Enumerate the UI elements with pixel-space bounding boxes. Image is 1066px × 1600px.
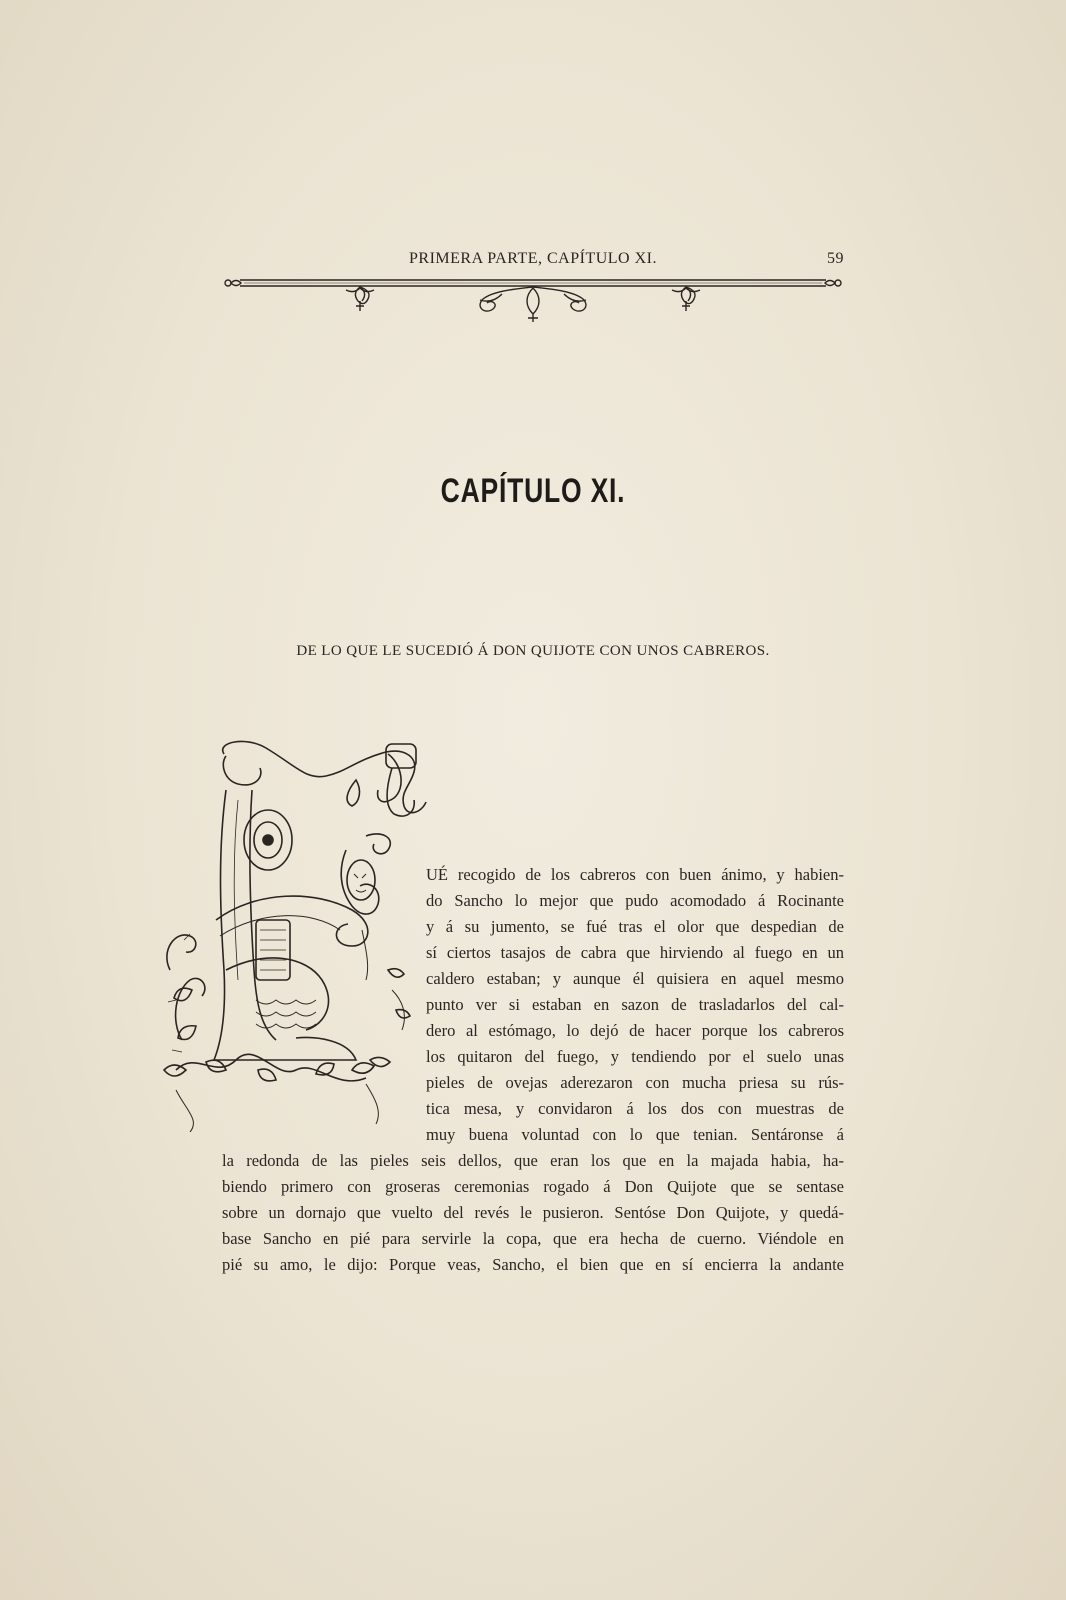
body-line: UÉ recogido de los cabreros con buen ánimo, y habien- [426,865,844,884]
body-line: tica mesa, y convidaron á los dos con muestras de [426,1099,844,1118]
body-line: sobre un dornajo que vuelto del revés le pusieron. Sentóse Don Quijote, y quedá- [222,1203,844,1222]
body-line: la redonda de las pieles seis dellos, que eran los que en la majada habia, ha- [222,1151,844,1170]
body-line: biendo primero con groseras ceremonias rogado á Don Quijote que se sentase [222,1177,844,1196]
body-line: caldero estaban; y aunque él quisiera en aquel mesmo [426,969,844,988]
body-line: muy buena voluntad con lo que tenian. Sentáronse á [426,1125,844,1144]
body-line: y á su jumento, se fué tras el olor que despedian de [426,917,844,936]
body-line: los quitaron del fuego, y tendiendo por el suelo unas [426,1047,844,1066]
body-line: base Sancho en pié para servirle la copa, que era hecha de cuerno. Viéndole en [222,1229,844,1248]
chapter-title: CAPÍTULO XI. [440,472,626,510]
body-line: sí ciertos tasajos de cabra que hirviendo al fuego en un [426,943,844,962]
header-ornament [222,276,844,326]
body-line: punto ver si estaban en sazon de trasladarlos del cal- [426,995,844,1014]
decorated-initial-f-illustration [156,740,446,1132]
page-number: 59 [827,250,844,267]
body-line: pieles de ovejas aderezaron con mucha priesa su rús- [426,1073,844,1092]
chapter-subtitle: DE LO QUE LE SUCEDIÓ Á DON QUIJOTE CON UNOS CABREROS. [296,643,770,659]
body-line: pié su amo, le dijo: Porque veas, Sancho, el bien que en sí encierra la andante [222,1255,844,1274]
running-title: PRIMERA PARTE, CAPÍTULO XI. [409,250,657,267]
body-line: do Sancho lo mejor que pudo acomodado á Rocinante [426,891,844,910]
running-head [222,248,844,272]
body-line: dero al estómago, lo dejó de hacer porque los cabreros [426,1021,844,1040]
